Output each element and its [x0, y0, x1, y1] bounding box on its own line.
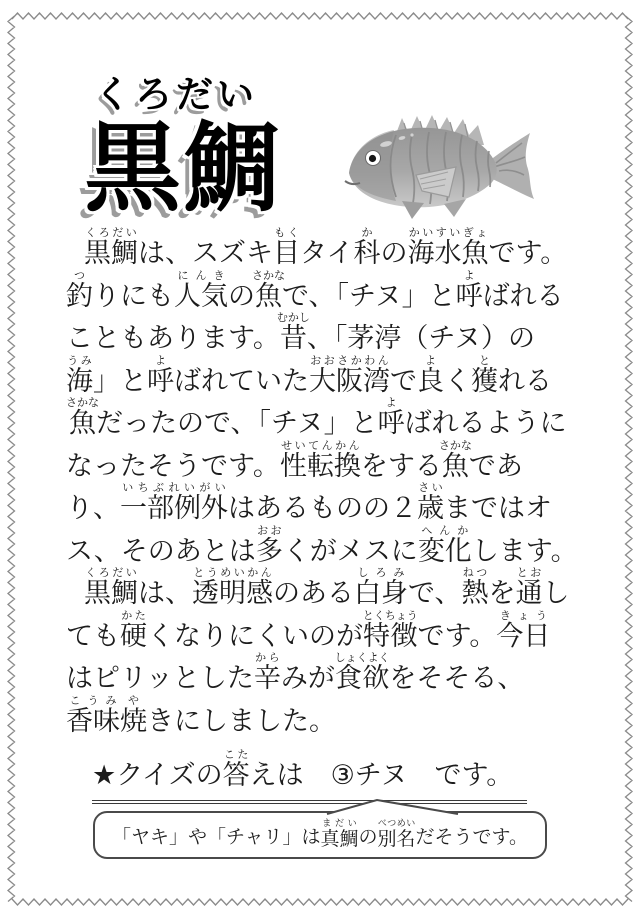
plain-text: は、 [138, 578, 192, 609]
ruby-text: 呼よ [455, 268, 483, 312]
ruby-text: 人気にんき [174, 268, 228, 312]
title-block [84, 64, 282, 225]
ruby-text: 獲と [471, 353, 498, 397]
speech-bubble-text [94, 812, 546, 858]
plain-text: の [380, 238, 408, 269]
ruby-text: 焼や [120, 693, 147, 737]
plain-text: 「ヤキ」や「チャリ」は [112, 825, 321, 848]
ruby-text: 良よ [417, 353, 444, 397]
ruby-text: 熱ねつ [461, 566, 489, 609]
ruby-text: 魚さかな [252, 268, 285, 312]
ruby-text: 香味こうみ [66, 693, 120, 737]
ruby-text: 科か [353, 226, 381, 269]
ruby-text: 目もく [273, 226, 300, 269]
ruby-text: 海水魚かいすいぎょ [407, 226, 489, 269]
plain-text: みが [280, 663, 335, 694]
plain-text: ★クイズの [92, 760, 223, 791]
plain-text: くがメスに [282, 535, 418, 567]
ruby-text: 性転換せいてんかん [279, 438, 361, 482]
plain-text: だそうです。 [415, 825, 528, 848]
plain-text: えは ③チヌ です。 [249, 760, 514, 791]
plain-text: です。 [417, 620, 497, 652]
ruby-text: 呼よ [377, 396, 405, 439]
ruby-text: 多おお [255, 523, 283, 567]
plain-text: ても [66, 620, 120, 652]
plain-text: なったそうです。 [66, 450, 280, 482]
plain-text: のある [273, 578, 354, 609]
text-line [66, 481, 586, 524]
plain-text: であ [468, 450, 523, 482]
plain-text: だったので、「チヌ」と [96, 408, 378, 439]
text-line [66, 226, 586, 269]
plain-text: で、 [408, 578, 462, 609]
ruby-text: 今日きょう [496, 608, 551, 652]
plain-text: りにも [93, 280, 174, 312]
plain-text: タイ [300, 238, 354, 269]
ruby-text: 真鯛まだい [320, 819, 359, 850]
plain-text: 」と [93, 365, 147, 397]
plain-text: の [228, 280, 255, 312]
plain-text: れる [498, 365, 552, 397]
plain-text: 、「茅渟（チヌ）の [306, 323, 535, 354]
plain-text: は、スズキ [138, 238, 273, 269]
ruby-text: 魚さかな [66, 396, 99, 439]
ruby-text: 答こた [222, 748, 250, 791]
ruby-text: 通とお [515, 566, 543, 609]
plain-text: を [488, 578, 516, 609]
ruby-text: 海うみ [66, 353, 93, 397]
plain-text: り、 [66, 493, 120, 524]
plain-text: はあるものの２ [228, 493, 417, 524]
title-furigana: くろだい [94, 73, 258, 116]
plain-text: くなりにくいのが [147, 620, 363, 652]
plain-text: く [444, 365, 471, 397]
plain-text: し [542, 578, 570, 609]
ruby-text: 透明感とうめいかん [192, 566, 273, 609]
plain-text: の [358, 825, 378, 848]
fish-illustration [336, 104, 558, 226]
ruby-text: 一部例外いちぶれいがい [120, 481, 228, 524]
body-text [66, 226, 586, 736]
ruby-text: 白身しろみ [354, 566, 408, 609]
ruby-text: 黒鯛くろだい [84, 566, 138, 609]
plain-text: をそそる、 [389, 663, 525, 694]
ruby-text: 呼よ [147, 353, 174, 397]
plain-text: まではオ [444, 493, 552, 524]
plain-text: で [390, 365, 417, 397]
ruby-text: 歳さい [417, 481, 444, 524]
ruby-text: 変化へんか [417, 523, 472, 567]
ruby-text: 食欲しょくよく [334, 651, 390, 694]
ruby-text: 昔むかし [276, 311, 310, 354]
plain-text: こともあります。 [66, 323, 280, 354]
plain-text: をする [360, 450, 442, 482]
plain-text: きにしました。 [147, 705, 336, 737]
plain-text: ス、そのあとは [66, 535, 256, 567]
page-title: 黒鯛 [84, 112, 282, 225]
plain-text: ばれていた [174, 365, 309, 397]
plain-text: はピリッとした [66, 663, 254, 694]
ruby-text: 大阪湾おおさかわん [309, 353, 390, 397]
quiz-answer-line [92, 748, 527, 794]
ruby-text: 黒鯛くろだい [84, 226, 138, 269]
text-line [66, 566, 586, 609]
ruby-text: 辛から [253, 651, 281, 694]
plain-text: します。 [471, 535, 578, 567]
ruby-text: 釣つ [66, 268, 93, 312]
ruby-text: 特徴とくちょう [362, 608, 418, 652]
plain-text: です。 [488, 238, 568, 269]
ruby-text: 硬かた [120, 608, 147, 652]
text-line [66, 311, 586, 354]
text-line [66, 396, 586, 439]
ruby-text: 別名べつめい [377, 819, 416, 850]
plain-text: ばれるように [404, 408, 567, 439]
ruby-text: 魚さかな [438, 438, 472, 482]
text-line [66, 651, 586, 694]
plain-text: ばれる [482, 280, 564, 312]
plain-text: で、「チヌ」と [282, 280, 456, 312]
